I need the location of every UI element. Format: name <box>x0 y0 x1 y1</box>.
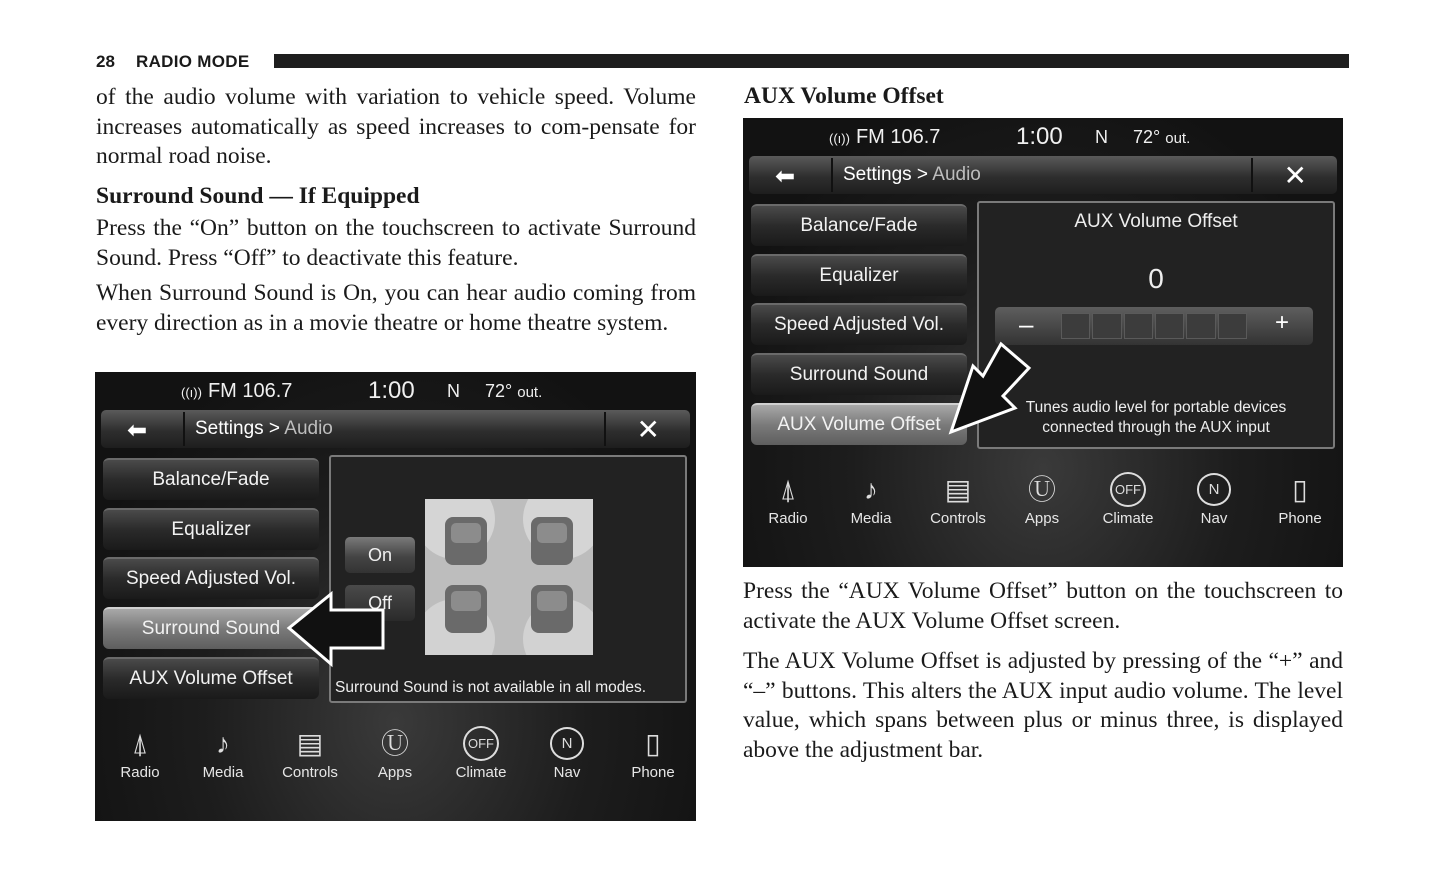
aux-volume-offset-screenshot <box>743 118 1343 567</box>
back-arrow-icon[interactable]: ⬅ <box>127 417 148 444</box>
aux-adjust-bar <box>995 307 1313 345</box>
dock-media[interactable]: ♪ Media <box>836 470 906 527</box>
dock-nav[interactable]: N Nav <box>532 724 602 781</box>
section-title: RADIO MODE <box>136 52 250 71</box>
music-note-icon: ♪ <box>216 728 230 759</box>
heading-surround-sound: Surround Sound — If Equipped <box>96 183 420 209</box>
apps-uconnect-icon: Ⓤ <box>1027 474 1056 505</box>
menu-aux-volume-offset[interactable]: AUX Volume Offset <box>751 403 967 445</box>
dock-phone[interactable]: ▯ Phone <box>1265 470 1335 527</box>
dock-radio[interactable]: ⍋ Radio <box>105 724 175 781</box>
paragraph-surround-1: Press the “On” button on the touchscreen to activate Surround Sound. Press “Off” to deactivate this feature. <box>96 215 696 271</box>
dock-controls[interactable]: ▤ Controls <box>923 470 993 527</box>
outside-temp: 72° out. <box>485 381 543 401</box>
breadcrumb: Settings > Audio <box>843 164 981 185</box>
bottom-dock <box>95 724 696 794</box>
settings-nav-bar <box>101 410 690 448</box>
menu-balance-fade[interactable]: Balance/Fade <box>103 458 319 500</box>
apps-uconnect-icon: Ⓤ <box>380 728 409 759</box>
dock-media[interactable]: ♪ Media <box>188 724 258 781</box>
back-arrow-icon[interactable]: ⬅ <box>775 163 796 190</box>
station-label: FM 106.7 <box>207 380 293 402</box>
compass: N <box>447 381 460 401</box>
aux-offset-value: 0 <box>1148 263 1164 294</box>
close-icon[interactable]: ✕ <box>636 414 660 445</box>
menu-aux-volume-offset[interactable]: AUX Volume Offset <box>103 657 319 699</box>
aux-desc-line2: connected through the AUX input <box>1042 419 1270 436</box>
minus-button[interactable]: – <box>1019 309 1034 339</box>
status-bar <box>829 126 940 149</box>
outside-temp: 72° out. <box>1133 127 1191 147</box>
radio-tower-icon: ⍋ <box>131 728 149 759</box>
signal-icon: ((ı)) <box>181 385 202 400</box>
climate-off-icon: OFF <box>446 724 516 764</box>
signal-icon: ((ı)) <box>829 131 850 146</box>
header-rule <box>274 54 1349 68</box>
dock-climate[interactable]: OFF Climate <box>446 724 516 781</box>
compass: N <box>1095 127 1108 147</box>
menu-surround-sound[interactable]: Surround Sound <box>751 353 967 395</box>
aux-level-segments <box>1061 313 1247 339</box>
nav-compass-icon: N <box>532 724 602 764</box>
controls-icon: ▤ <box>296 728 324 759</box>
menu-equalizer[interactable]: Equalizer <box>751 254 967 296</box>
plus-button[interactable]: + <box>1274 309 1289 336</box>
dock-climate[interactable]: OFF Climate <box>1093 470 1163 527</box>
dock-apps[interactable]: Ⓤ Apps <box>1007 470 1077 527</box>
phone-icon: ▯ <box>645 728 661 759</box>
running-header <box>96 50 1349 72</box>
radio-tower-icon: ⍋ <box>779 474 797 505</box>
paragraph-surround-2: When Surround Sound is On, you can hear audio coming from every direction as in a movie theatre or home theatre system. <box>96 280 696 336</box>
menu-equalizer[interactable]: Equalizer <box>103 508 319 550</box>
pointer-arrow-icon <box>281 590 391 670</box>
clock: 1:00 <box>368 377 415 404</box>
paragraph-aux-1: Press the “AUX Volume Offset” button on the touchscreen to activate the AUX Volume Offset screen. <box>743 578 1343 634</box>
settings-nav-bar <box>749 156 1337 194</box>
surround-note: Surround Sound is not available in all modes. <box>335 679 647 696</box>
nav-compass-icon: N <box>1179 470 1249 510</box>
clock: 1:00 <box>1016 123 1063 150</box>
on-button[interactable]: On <box>345 537 415 573</box>
climate-off-icon: OFF <box>1093 470 1163 510</box>
menu-speed-adjusted-vol[interactable]: Speed Adjusted Vol. <box>103 557 319 599</box>
menu-balance-fade[interactable]: Balance/Fade <box>751 204 967 246</box>
dock-controls[interactable]: ▤ Controls <box>275 724 345 781</box>
station-label: FM 106.7 <box>855 126 941 148</box>
page-number: 28 <box>96 52 115 71</box>
bottom-dock <box>743 470 1343 540</box>
paragraph-volume: of the audio volume with variation to vehicle speed. Volume increases automatically as speed increases to com-pensate for normal road noise. <box>96 84 696 169</box>
menu-speed-adjusted-vol[interactable]: Speed Adjusted Vol. <box>751 303 967 345</box>
dock-nav[interactable]: N Nav <box>1179 470 1249 527</box>
pointer-arrow-icon <box>941 340 1041 440</box>
heading-aux-volume-offset: AUX Volume Offset <box>744 83 944 109</box>
dock-apps[interactable]: Ⓤ Apps <box>360 724 430 781</box>
menu-surround-sound[interactable]: Surround Sound <box>103 607 319 649</box>
dock-radio[interactable]: ⍋ Radio <box>753 470 823 527</box>
music-note-icon: ♪ <box>864 474 878 505</box>
surround-sound-screenshot <box>95 372 696 821</box>
breadcrumb: Settings > Audio <box>195 418 333 439</box>
dock-phone[interactable]: ▯ Phone <box>618 724 688 781</box>
controls-icon: ▤ <box>944 474 972 505</box>
close-icon[interactable]: ✕ <box>1283 160 1307 191</box>
aux-desc-line1: Tunes audio level for portable devices <box>1025 399 1287 416</box>
seat-diagram <box>425 499 593 655</box>
phone-icon: ▯ <box>1292 474 1308 505</box>
paragraph-aux-2: The AUX Volume Offset is adjusted by pressing of the “+” and “–” buttons. This alters the AUX input audio volume. The level value, which spans between plus or minus three, is displayed above the adjustment bar. <box>743 648 1343 763</box>
aux-panel-title: AUX Volume Offset <box>1074 211 1238 232</box>
status-bar <box>181 380 292 403</box>
off-button[interactable]: Off <box>345 585 415 621</box>
